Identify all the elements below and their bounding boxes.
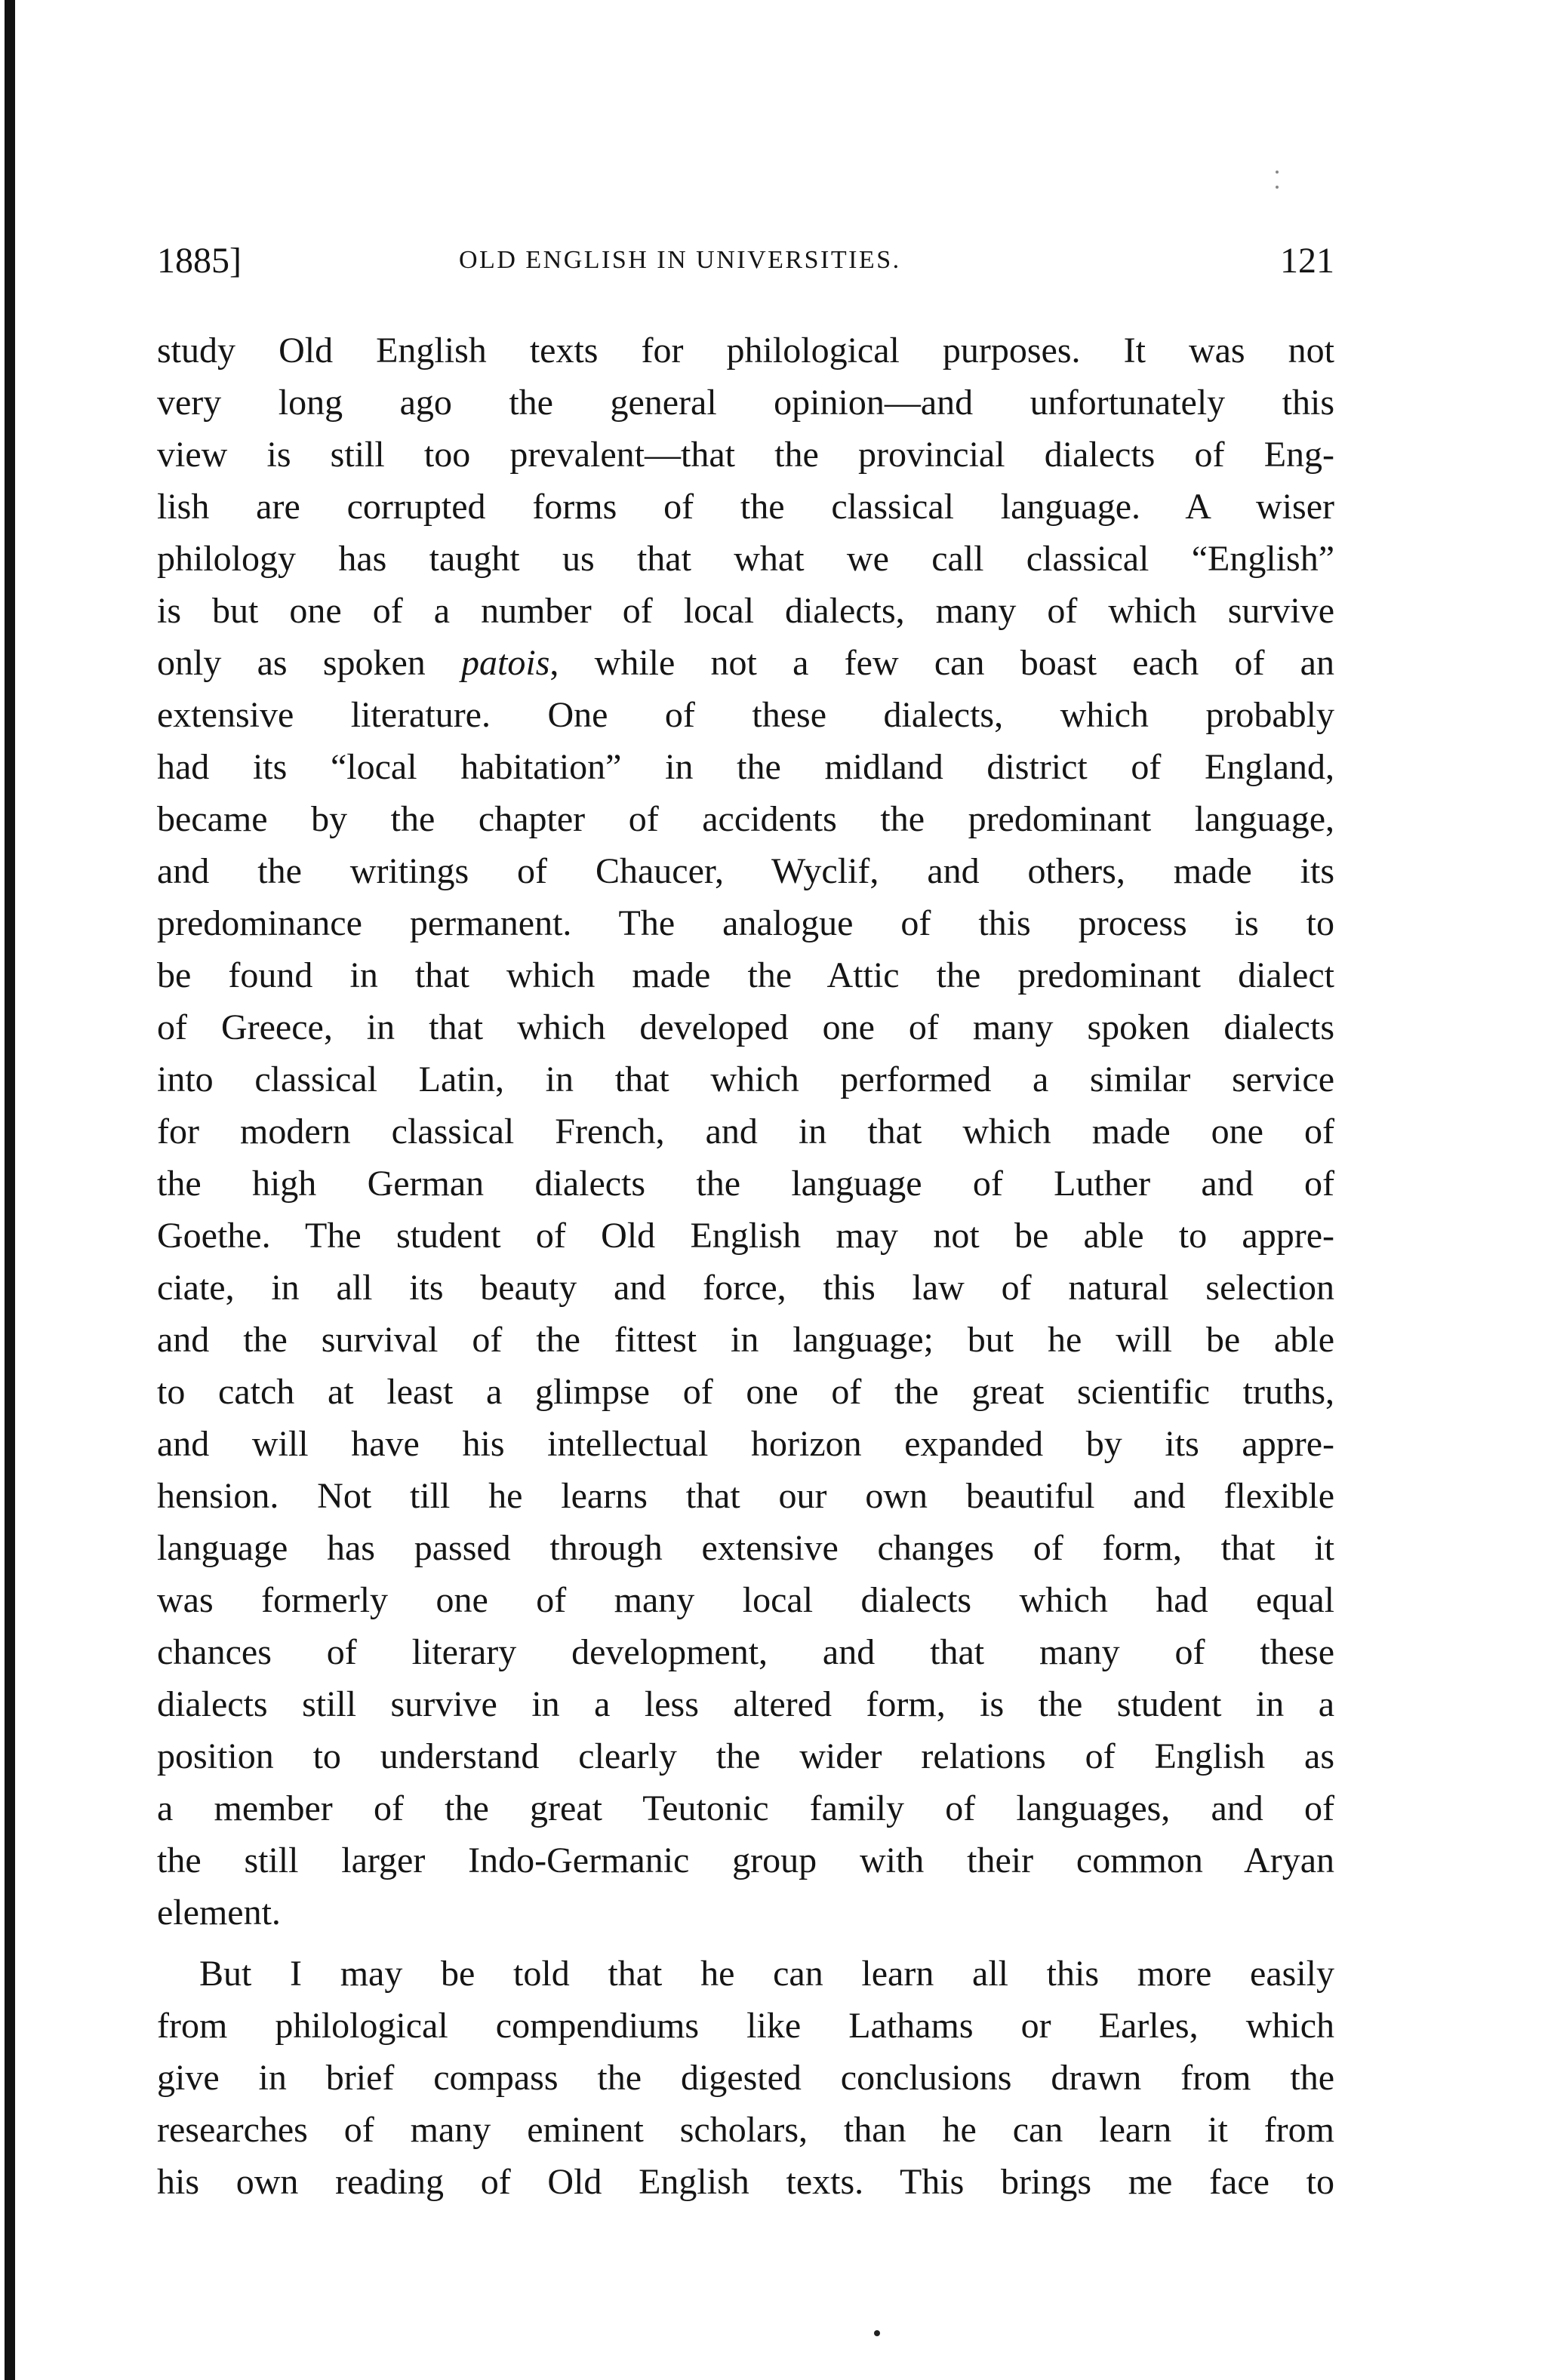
text-line: give in brief compass the digested conclusions drawn from the: [157, 2058, 1334, 2098]
text-line: and the writings of Chaucer, Wyclif, and others, made its: [157, 851, 1334, 891]
text-line: his own reading of Old English texts. This brings me face to: [157, 2162, 1334, 2202]
paragraph-gap: [157, 1939, 1334, 1948]
text-line: element.: [157, 1893, 281, 1933]
italic-word: patois: [461, 643, 550, 683]
text-line: to catch at least a glimpse of one of the great scientific truths,: [157, 1372, 1334, 1412]
paragraph-2: [157, 1948, 1334, 2208]
text-line: the high German dialects the language of Luther and of: [157, 1164, 1334, 1204]
text-line: very long ago the general opinion—and unfortunately this: [157, 383, 1334, 423]
text-line: view is still too prevalent—that the provincial dialects of Eng-: [157, 435, 1334, 475]
text-line: language has passed through extensive changes of form, that it: [157, 1528, 1334, 1568]
text-line: hension. Not till he learns that our own beautiful and flexible: [157, 1476, 1334, 1516]
page-binding-edge: [0, 0, 15, 2380]
text-line: Goethe. The student of Old English may not be able to appre-: [157, 1216, 1334, 1256]
text-line: the still larger Indo-Germanic group with their common Aryan: [157, 1840, 1334, 1880]
text-line: a member of the great Teutonic family of languages, and of: [157, 1788, 1334, 1828]
text-line: and will have his intellectual horizon expanded by its appre-: [157, 1424, 1334, 1464]
text-line: and the survival of the fittest in language; but he will be able: [157, 1320, 1334, 1360]
text-line: be found in that which made the Attic the predominant dialect: [157, 955, 1334, 995]
text-line: only as spoken patois, while not a few can boast each of an: [157, 643, 1334, 683]
text-line: position to understand clearly the wider relations of English as: [157, 1736, 1334, 1776]
text-line: was formerly one of many local dialects which had equal: [157, 1580, 1334, 1620]
text-line: lish are corrupted forms of the classical language. A wiser: [157, 487, 1334, 527]
text-line: researches of many eminent scholars, than he can learn it from: [157, 2110, 1334, 2150]
text-line: extensive literature. One of these dialects, which probably: [157, 695, 1334, 735]
text-line: predominance permanent. The analogue of this process is to: [157, 903, 1334, 943]
text-line: of Greece, in that which developed one of many spoken dialects: [157, 1007, 1334, 1047]
running-head: [157, 240, 1334, 285]
text-line: dialects still survive in a less altered form, is the student in a: [157, 1684, 1334, 1724]
running-head-title: OLD ENGLISH IN UNIVERSITIES.: [459, 246, 901, 274]
text-line: ciate, in all its beauty and force, this law of natural selection: [157, 1268, 1334, 1308]
printer-mark: [874, 2330, 880, 2336]
text-line: had its “local habitation” in the midland district of England,: [157, 747, 1334, 787]
scan-speck: [1276, 171, 1279, 174]
running-head-year: 1885]: [157, 241, 242, 281]
text-line: into classical Latin, in that which performed a similar service: [157, 1059, 1334, 1099]
text-line: from philological compendiums like Lathams or Earles, which: [157, 2006, 1334, 2046]
text-line: for modern classical French, and in that which made one of: [157, 1112, 1334, 1152]
body-text: [157, 324, 1334, 2208]
scan-speck: [1276, 186, 1279, 189]
text-line: became by the chapter of accidents the predominant language,: [157, 799, 1334, 839]
page-number: 121: [1280, 241, 1334, 281]
text-line: philology has taught us that what we call classical “English”: [157, 539, 1334, 579]
text-line: study Old English texts for philological purposes. It was not: [157, 331, 1334, 371]
text-line: is but one of a number of local dialects, many of which survive: [157, 591, 1334, 631]
paragraph-1: [157, 324, 1334, 1939]
text-line: chances of literary development, and that many of these: [157, 1632, 1334, 1672]
text-line: But I may be told that he can learn all this more easily: [199, 1954, 1334, 1994]
